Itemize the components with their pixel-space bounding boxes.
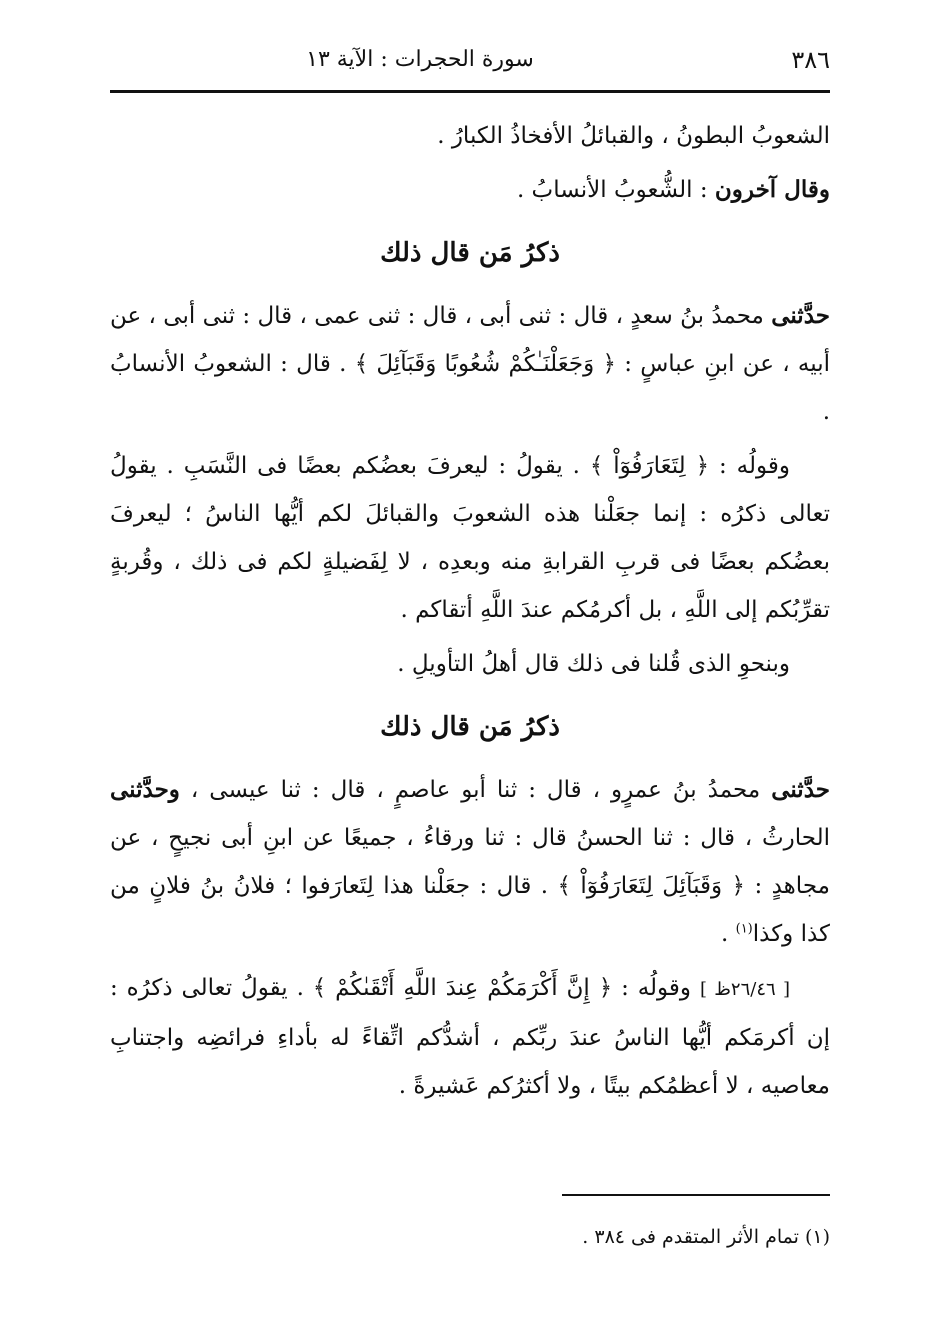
paragraph-2-text: : الشُّعوبُ الأنسابُ . (516, 177, 715, 203)
paragraph-7-text: وقولُه : ﴿ إِنَّ أَكْرَمَكُمْ عِندَ اللَّهِ أَتْقَىٰكُمْ ﴾ . يقولُ تعالى ذكرُه : إن أكرمَكم أيُّها الناسُ عندَ ربِّكم ، أشدُّكم اتِّقاءً له بأداءِ فرائضِه واجتنابِ معاصيه ، لا أعظمُكم بيتًا ، ولا أكثرُكم عَشيرةً . (110, 975, 830, 1099)
footnote-text: (١) تمام الأثر المتقدم فى ٣٨٤ . (582, 1226, 830, 1248)
section-heading-1: ذكرُ مَن قال ذلك (380, 238, 560, 268)
section-heading-2: ذكرُ مَن قال ذلك (380, 712, 560, 742)
paragraph-3 (110, 292, 830, 436)
paragraph-6-lead-2: وحدَّثنى (110, 776, 180, 803)
footnote (110, 1220, 830, 1254)
paragraph-2-lead: وقال آخرون (714, 176, 830, 203)
paragraph-6-end: . (720, 921, 736, 947)
paragraph-6 (110, 766, 830, 958)
paragraph-5 (110, 640, 830, 688)
paragraph-3-text: محمدُ بنُ سعدٍ ، قال : ثنى أبى ، قال : ثنى عمى ، قال : ثنى أبى ، عن أبيه ، عن ابنِ عباسٍ : ﴿ وَجَعَلْنَـٰكُمْ شُعُوبًا وَقَبَآئِلَ ﴾ . قال : الشعوبُ الأنسابُ . (110, 303, 830, 425)
running-title: سورة الحجرات : الآية ١٣ (306, 47, 534, 72)
page-header (110, 40, 830, 88)
paragraph-4 (110, 442, 830, 634)
paragraph-2 (110, 166, 830, 214)
paragraph-6-mid: محمدُ بنُ عمرٍو ، قال : ثنا أبو عاصمٍ ، قال : ثنا عيسى ، (179, 777, 772, 803)
paragraph-6-text: الحارثُ ، قال : ثنا الحسنُ قال : ثنا ورقاءُ ، جميعًا عن ابنِ أبى نجيحٍ ، عن مجاهدٍ : ﴿ وَقَبَآئِلَ لِتَعَارَفُوٓاْ ﴾ . قال : جعَلْنا هذا لِتَعارَفوا ؛ فلانُ بنُ فلانٍ من كذا وكذا (110, 825, 830, 947)
page-body (110, 112, 830, 1116)
header-rule (110, 90, 830, 93)
paragraph-3-lead: حدَّثنى (771, 302, 830, 329)
page-number: ٣٨٦ (791, 46, 830, 74)
paragraph-1 (110, 112, 830, 160)
paragraph-6-lead: حدَّثنى (771, 776, 830, 803)
footnote-marker[interactable]: (١) (735, 921, 753, 937)
manuscript-folio-ref: [ ٢٦/٤٦ظ ] (699, 979, 790, 1000)
paragraph-5-text: وبنحوِ الذى قُلنا فى ذلك قال أهلُ التأويلِ . (397, 651, 790, 677)
paragraph-7 (110, 964, 830, 1110)
paragraph-1-text: الشعوبُ البطونُ ، والقبائلُ الأفخاذُ الكبارُ . (437, 123, 830, 149)
footnote-rule (562, 1194, 830, 1196)
paragraph-4-text: وقولُه : ﴿ لِتَعَارَفُوٓاْ ﴾ . يقولُ : ليعرفَ بعضُكم بعضًا فى النَّسَبِ . يقولُ تعالى ذكرُه : إنما جعَلْنا هذه الشعوبَ والقبائلَ لكم أيُّها الناسُ ؛ ليعرفَ بعضُكم بعضًا فى قربِ القرابةِ منه وبعدِه ، لا لِفَضيلةٍ لكم فى ذلك ، وقُربةٍ تقرِّبُكم إلى اللَّهِ ، بل أكرمُكم عندَ اللَّهِ أتقاكم . (110, 453, 830, 623)
